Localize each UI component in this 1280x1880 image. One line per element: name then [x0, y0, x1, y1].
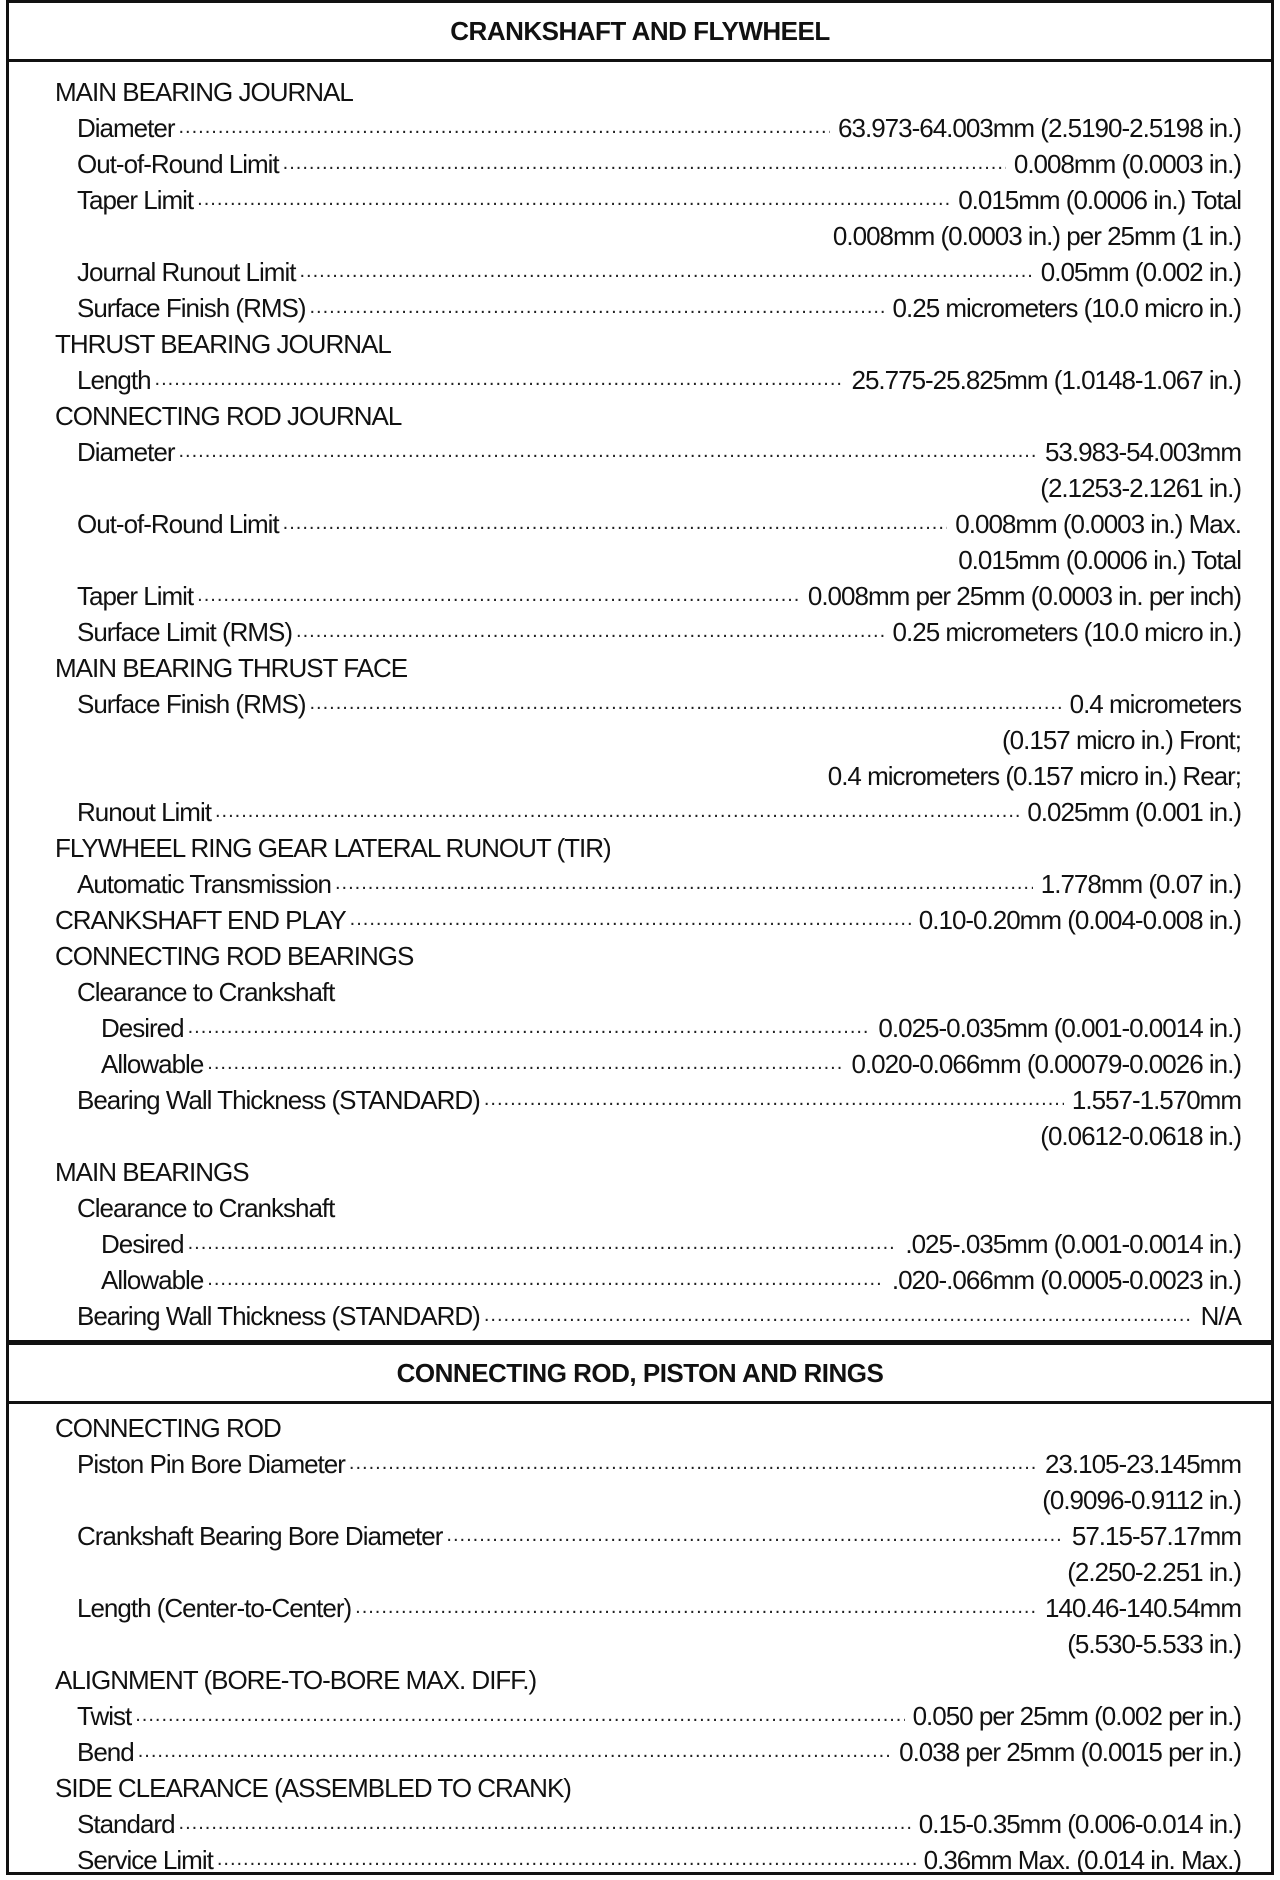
spec-value: 0.4 micrometers (0.157 micro in.) Rear;: [827, 760, 1241, 791]
spec-group-heading: [9, 398, 1241, 434]
spec-heading-label: MAIN BEARING THRUST FACE: [55, 652, 408, 683]
dot-leader: [138, 1740, 891, 1770]
spec-label: Service Limit: [77, 1844, 213, 1875]
dot-leader: [310, 296, 885, 326]
spec-label: Allowable: [101, 1048, 204, 1079]
spec-value: 0.10-0.20mm (0.004-0.008 in.): [918, 904, 1241, 935]
spec-label: Surface Finish (RMS): [77, 292, 306, 323]
dot-leader: [283, 152, 1006, 182]
dot-leader: [188, 1016, 871, 1046]
spec-label: Twist: [77, 1700, 132, 1731]
spec-row: [9, 1698, 1241, 1734]
spec-value: N/A: [1200, 1300, 1241, 1331]
spec-value: (2.1253-2.1261 in.): [1040, 472, 1241, 503]
spec-row: [9, 362, 1241, 398]
spec-label: Automatic Transmission: [77, 868, 331, 899]
spec-row-continuation: [9, 722, 1241, 758]
spec-row: [9, 1518, 1241, 1554]
spec-value: (0.9096-0.9112 in.): [1042, 1484, 1241, 1515]
spec-row: [9, 434, 1241, 470]
dot-leader: [197, 584, 800, 614]
dot-leader: [349, 1452, 1037, 1482]
spec-label: Runout Limit: [77, 796, 211, 827]
spec-row: [9, 1446, 1241, 1482]
spec-heading-label: CONNECTING ROD: [55, 1412, 281, 1443]
spec-value: 140.46-140.54mm: [1044, 1592, 1241, 1623]
spec-label: Standard: [77, 1808, 175, 1839]
spec-value: .020-.066mm (0.0005-0.0023 in.): [891, 1264, 1241, 1295]
spec-value: 23.105-23.145mm: [1044, 1448, 1241, 1479]
spec-value: (2.250-2.251 in.): [1067, 1556, 1241, 1587]
spec-group-heading: [9, 326, 1241, 362]
spec-label: Desired: [101, 1012, 184, 1043]
spec-label: Out-of-Round Limit: [77, 508, 279, 539]
spec-heading-label: MAIN BEARINGS: [55, 1156, 249, 1187]
dot-leader: [299, 260, 1032, 290]
section-title-crankshaft: CRANKSHAFT AND FLYWHEEL: [9, 0, 1271, 62]
dot-leader: [135, 1704, 904, 1734]
spec-row: [9, 1262, 1241, 1298]
spec-group-heading: [9, 974, 1241, 1010]
spec-label: CRANKSHAFT END PLAY: [55, 904, 346, 935]
spec-heading-label: ALIGNMENT (BORE-TO-BORE MAX. DIFF.): [55, 1664, 537, 1695]
spec-label: Allowable: [101, 1264, 204, 1295]
spec-row: [9, 866, 1241, 902]
spec-value: 0.008mm (0.0003 in.): [1013, 148, 1241, 179]
spec-group-heading: [9, 1154, 1241, 1190]
spec-value: (0.157 micro in.) Front;: [1002, 724, 1241, 755]
spec-value: 0.15-0.35mm (0.006-0.014 in.): [918, 1808, 1241, 1839]
spec-group-heading: [9, 650, 1241, 686]
spec-group-heading: [9, 1410, 1241, 1446]
spec-row: [9, 794, 1241, 830]
spec-value: 0.050 per 25mm (0.002 per in.): [912, 1700, 1241, 1731]
dot-leader: [355, 1596, 1037, 1626]
spec-heading-label: CONNECTING ROD BEARINGS: [55, 940, 414, 971]
spec-value: 0.008mm (0.0003 in.) per 25mm (1 in.): [832, 220, 1241, 251]
dot-leader: [179, 1812, 911, 1842]
spec-group-heading: [9, 1770, 1241, 1806]
spec-row: [9, 1734, 1241, 1770]
spec-row-continuation: [9, 1554, 1241, 1590]
spec-row: [9, 182, 1241, 218]
spec-row-continuation: [9, 758, 1241, 794]
spec-value: 0.25 micrometers (10.0 micro in.): [892, 292, 1241, 323]
spec-label: Length (Center-to-Center): [77, 1592, 352, 1623]
spec-row: [9, 1010, 1241, 1046]
spec-label: Taper Limit: [77, 580, 194, 611]
spec-heading-label: SIDE CLEARANCE (ASSEMBLED TO CRANK): [55, 1772, 571, 1803]
dot-leader: [178, 116, 830, 146]
spec-row: [9, 1082, 1241, 1118]
spec-row: [9, 290, 1241, 326]
spec-row: [9, 506, 1241, 542]
spec-row: [9, 686, 1241, 722]
spec-row: [9, 254, 1241, 290]
spec-row: [9, 1806, 1241, 1842]
spec-label: Length: [77, 364, 151, 395]
dot-leader: [335, 872, 1033, 902]
spec-value: 0.008mm (0.0003 in.) Max.: [955, 508, 1241, 539]
spec-row: [9, 1298, 1241, 1334]
spec-row: [9, 1842, 1241, 1878]
dot-leader: [350, 908, 911, 938]
spec-row: [9, 146, 1241, 182]
spec-value: 0.05mm (0.002 in.): [1040, 256, 1241, 287]
spec-value: 25.775-25.825mm (1.0148-1.067 in.): [851, 364, 1241, 395]
spec-table: [6, 0, 1274, 1875]
dot-leader: [310, 692, 1062, 722]
spec-row-continuation: [9, 1482, 1241, 1518]
spec-value: 0.36mm Max. (0.014 in. Max.): [923, 1844, 1241, 1875]
spec-group-heading: [9, 1662, 1241, 1698]
dot-leader: [296, 620, 885, 650]
spec-group-heading: [9, 1190, 1241, 1226]
dot-leader: [215, 800, 1019, 830]
spec-row: [9, 110, 1241, 146]
spec-heading-label: THRUST BEARING JOURNAL: [55, 328, 391, 359]
spec-value: 0.025-0.035mm (0.001-0.0014 in.): [878, 1012, 1241, 1043]
spec-value: (0.0612-0.0618 in.): [1040, 1120, 1241, 1151]
dot-leader: [207, 1268, 884, 1298]
spec-heading-label: FLYWHEEL RING GEAR LATERAL RUNOUT (TIR): [55, 832, 611, 863]
spec-row: [9, 1590, 1241, 1626]
spec-heading-label: Clearance to Crankshaft: [77, 976, 335, 1007]
spec-heading-label: CONNECTING ROD JOURNAL: [55, 400, 402, 431]
spec-row: [9, 1046, 1241, 1082]
spec-label: Desired: [101, 1228, 184, 1259]
spec-row-continuation: [9, 1626, 1241, 1662]
spec-value: 0.25 micrometers (10.0 micro in.): [892, 616, 1241, 647]
spec-row-continuation: [9, 1118, 1241, 1154]
spec-group-heading: [9, 830, 1241, 866]
spec-label: Surface Limit (RMS): [77, 616, 293, 647]
spec-label: Out-of-Round Limit: [77, 148, 279, 179]
spec-row-continuation: [9, 470, 1241, 506]
spec-label: Bearing Wall Thickness (STANDARD): [77, 1300, 480, 1331]
section-title-connecting-rod: CONNECTING ROD, PISTON AND RINGS: [9, 1340, 1271, 1404]
dot-leader: [197, 188, 950, 218]
dot-leader: [484, 1088, 1064, 1118]
spec-value: (5.530-5.533 in.): [1067, 1628, 1241, 1659]
dot-leader: [217, 1848, 916, 1878]
dot-leader: [178, 440, 1036, 470]
spec-row-continuation: [9, 218, 1241, 254]
spec-value: 57.15-57.17mm: [1071, 1520, 1241, 1551]
spec-label: Crankshaft Bearing Bore Diameter: [77, 1520, 443, 1551]
spec-label: Surface Finish (RMS): [77, 688, 306, 719]
spec-label: Bearing Wall Thickness (STANDARD): [77, 1084, 480, 1115]
spec-group-heading: [9, 938, 1241, 974]
spec-value: 0.015mm (0.0006 in.) Total: [958, 184, 1241, 215]
spec-value: 0.025mm (0.001 in.): [1027, 796, 1241, 827]
spec-value: 0.008mm per 25mm (0.0003 in. per inch): [807, 580, 1241, 611]
dot-leader: [155, 368, 844, 398]
spec-value: 1.557-1.570mm: [1071, 1084, 1241, 1115]
spec-label: Journal Runout Limit: [77, 256, 296, 287]
spec-label: Piston Pin Bore Diameter: [77, 1448, 345, 1479]
spec-value: 53.983-54.003mm: [1044, 436, 1241, 467]
spec-value: 0.038 per 25mm (0.0015 per in.): [899, 1736, 1241, 1767]
spec-row: [9, 578, 1241, 614]
spec-label: Bend: [77, 1736, 134, 1767]
spec-value: 0.020-0.066mm (0.00079-0.0026 in.): [851, 1048, 1241, 1079]
spec-group-heading: [9, 74, 1241, 110]
spec-row: [9, 614, 1241, 650]
crankshaft-spec-rows: [9, 62, 1271, 1334]
dot-leader: [283, 512, 948, 542]
spec-label: Diameter: [77, 436, 175, 467]
spec-row: [9, 902, 1241, 938]
spec-label: Diameter: [77, 112, 175, 143]
spec-value: 0.4 micrometers: [1069, 688, 1241, 719]
dot-leader: [188, 1232, 898, 1262]
spec-value: .025-.035mm (0.001-0.0014 in.): [905, 1228, 1241, 1259]
spec-row-continuation: [9, 542, 1241, 578]
dot-leader: [446, 1524, 1063, 1554]
dot-leader: [484, 1304, 1193, 1334]
spec-value: 63.973-64.003mm (2.5190-2.5198 in.): [838, 112, 1241, 143]
spec-row: [9, 1226, 1241, 1262]
spec-value: 0.015mm (0.0006 in.) Total: [958, 544, 1241, 575]
dot-leader: [207, 1052, 843, 1082]
spec-heading-label: MAIN BEARING JOURNAL: [55, 76, 353, 107]
spec-label: Taper Limit: [77, 184, 194, 215]
spec-value: 1.778mm (0.07 in.): [1040, 868, 1241, 899]
spec-heading-label: Clearance to Crankshaft: [77, 1192, 335, 1223]
connecting-rod-spec-rows: [9, 1404, 1271, 1878]
